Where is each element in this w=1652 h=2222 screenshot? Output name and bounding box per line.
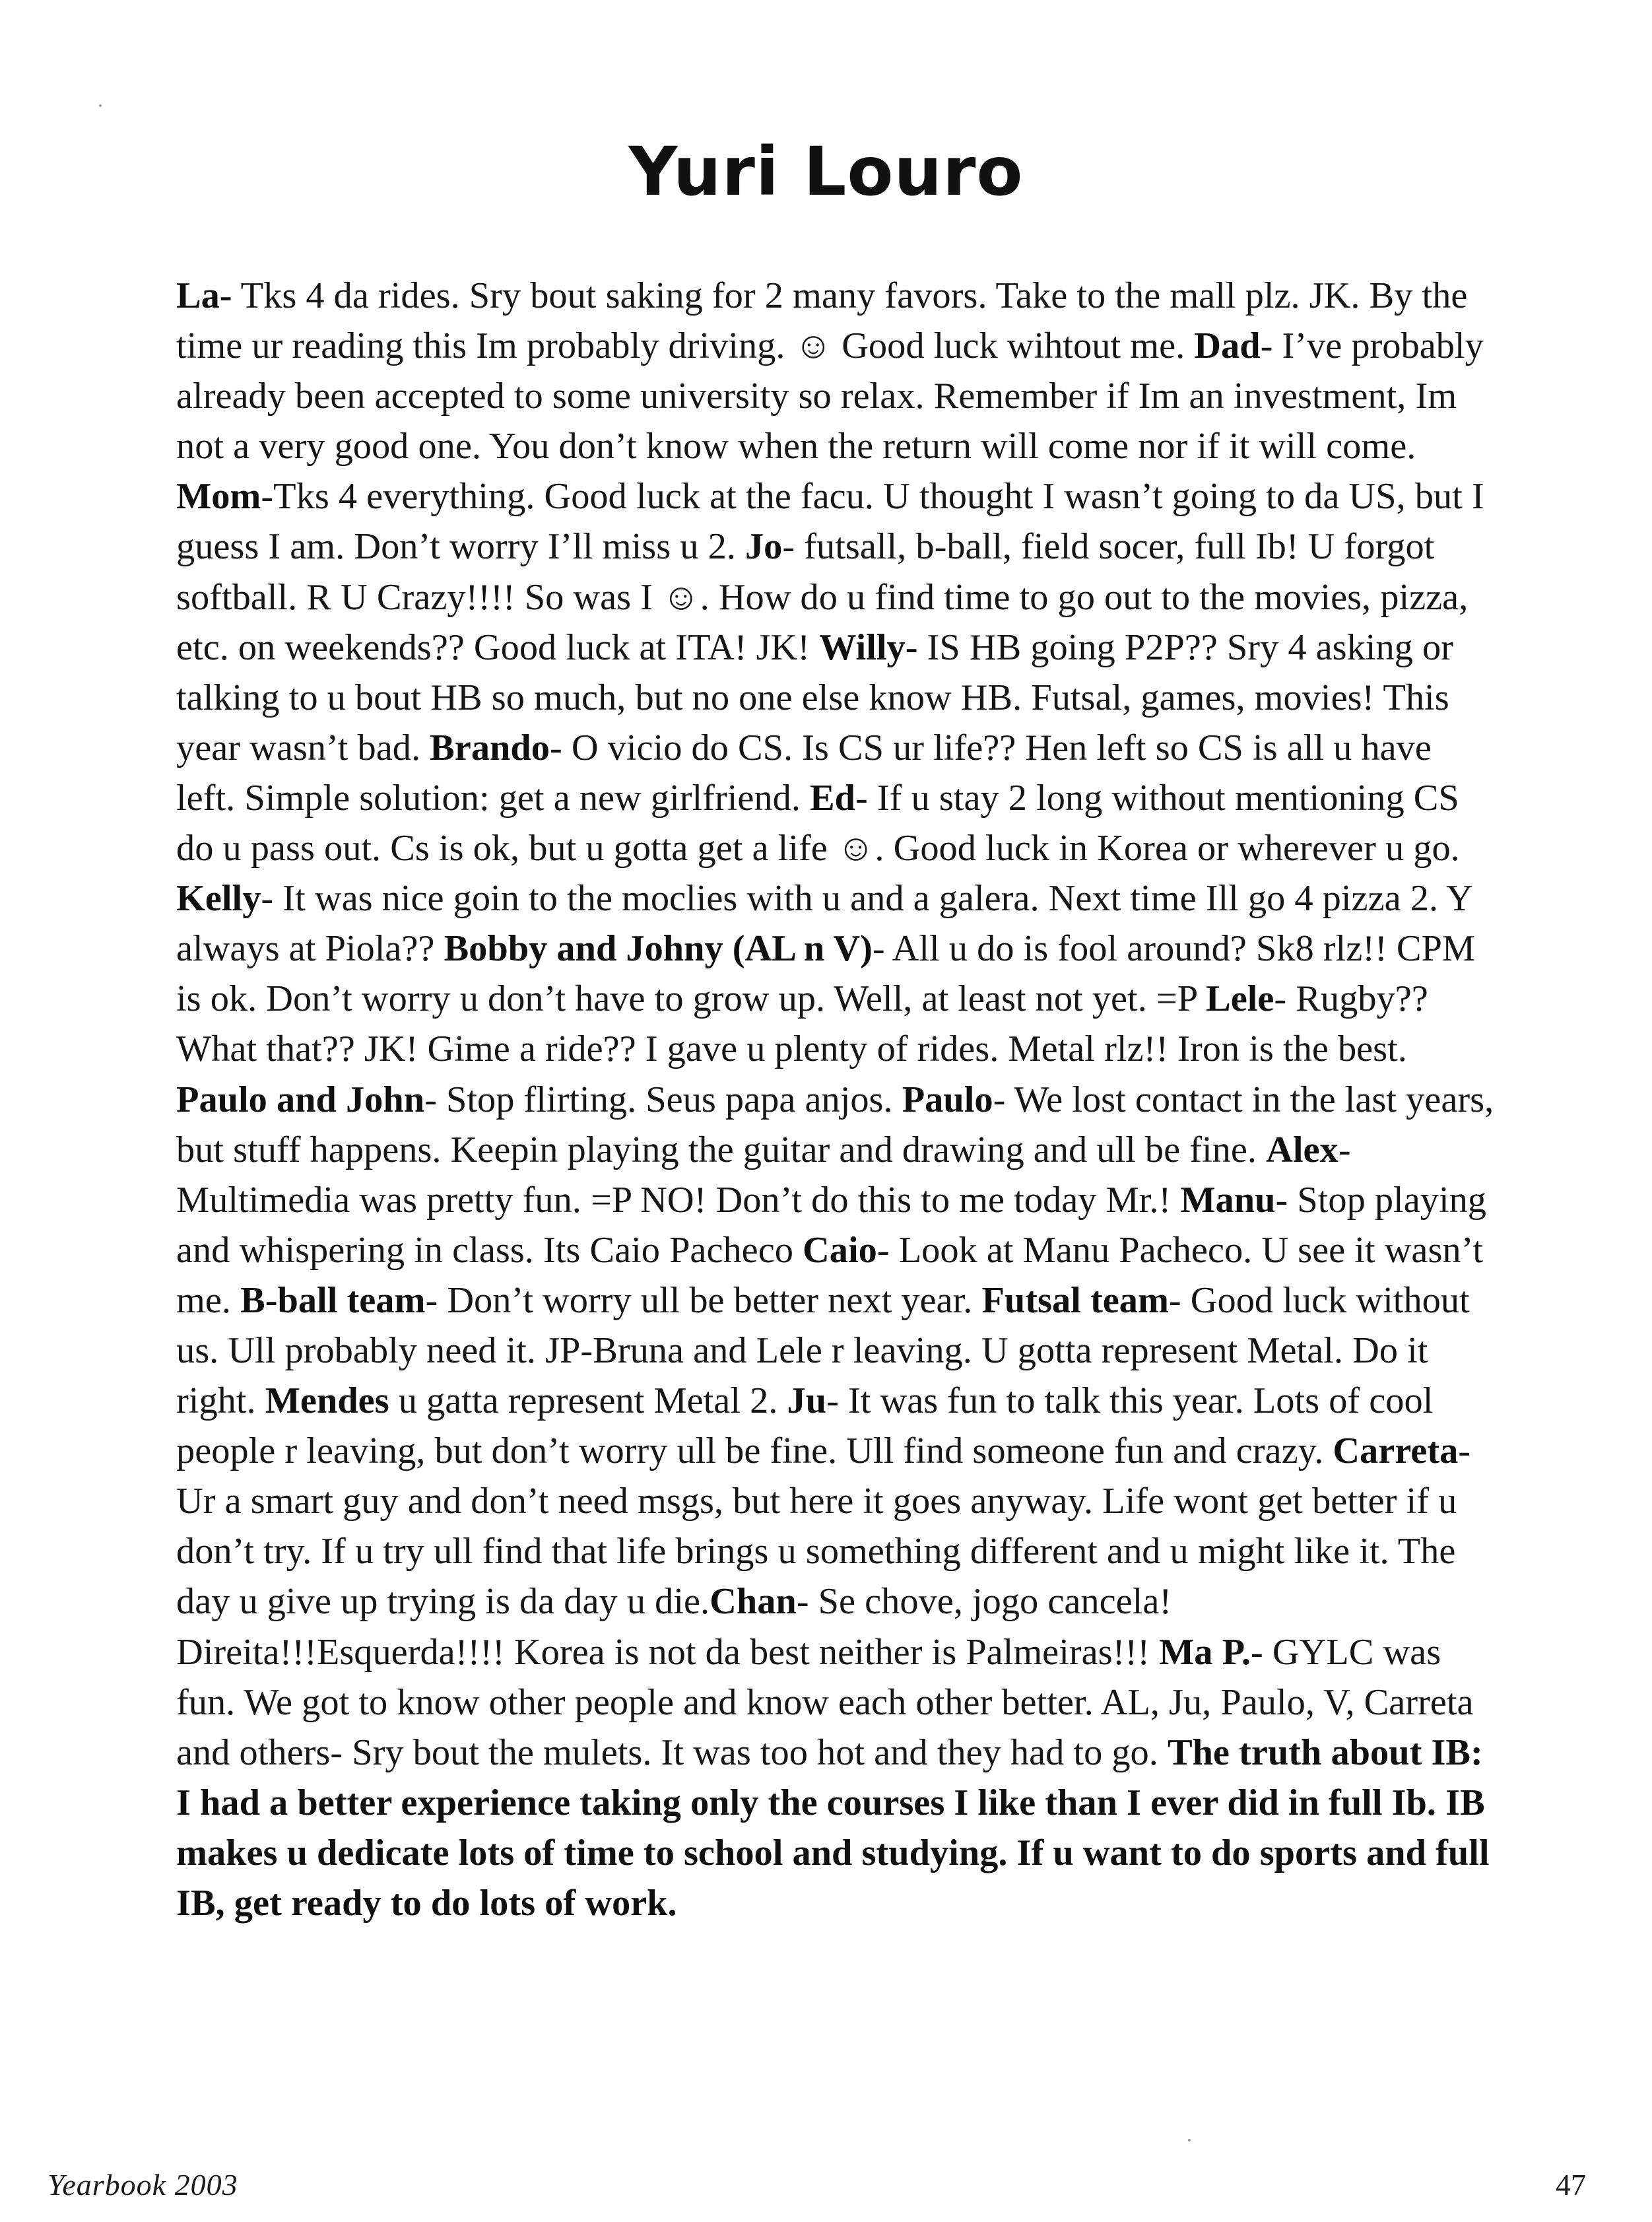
message-text: - GYLC was fun. We got to know other people and know each other better. AL, Ju, Paulo, V, Carreta and others- Sry bout the mulets. It was too hot and they had to go.	[176, 1631, 1474, 1773]
message-recipient: Lele	[1206, 978, 1274, 1020]
message-recipient: Manu	[1180, 1179, 1276, 1221]
message-text: - Ur a smart guy and don’t need msgs, but here it goes anyway. Life wont get better if u don’t try. If u try ull find that life brings u something different and u might like it. The day u give up trying is da day u die.	[176, 1431, 1471, 1623]
message-text: - If u stay 2 long without mentioning CS do u pass out. Cs is ok, but u gotta get a life ☺. Good luck in Korea or wherever u go.	[176, 777, 1460, 869]
message-text: - Se chove, jogo cancela! Direita!!!Esquerda!!!! Korea is not da best neither is Palmeiras!!!	[176, 1581, 1172, 1673]
message-text: - Look at Manu Pacheco. U see it wasn’t me.	[176, 1229, 1484, 1321]
message-recipient: Caio	[803, 1229, 877, 1271]
message-recipient: Mom	[176, 476, 261, 518]
message-recipient: Dad	[1194, 325, 1261, 367]
message-text: - Stop flirting. Seus papa anjos.	[424, 1079, 902, 1120]
message-recipient: Ju	[787, 1380, 827, 1422]
message-recipient: La-	[176, 275, 232, 316]
message-recipient: Willy-	[819, 626, 918, 668]
message-recipient: Bobby and Johny (AL n V)	[444, 928, 873, 970]
message-text: - All u do is fool around? Sk8 rlz!! CPM is ok. Don’t worry u don’t have to grow up. Well, at least not yet. =P	[176, 928, 1476, 1020]
message-recipient: Mendes	[265, 1380, 389, 1422]
message-text: - Multimedia was pretty fun. =P NO! Don’t do this to me today Mr.!	[176, 1129, 1351, 1221]
message-recipient: B-ball team	[240, 1279, 426, 1321]
message-text: - O vicio do CS. Is CS ur life?? Hen left so CS is all u have left. Simple solution: get a new girlfriend.	[176, 727, 1432, 819]
message-text: - It was nice goin to the moclies with u and a galera. Next time Ill go 4 pizza 2. Y always at Piola??	[176, 878, 1472, 970]
message-body	[176, 271, 1496, 1928]
message-recipient: Ma P.	[1159, 1631, 1251, 1673]
message-text: - Don’t worry ull be better next year.	[425, 1279, 982, 1321]
message-recipient: Ed	[810, 777, 856, 819]
message-recipient: Alex	[1266, 1129, 1338, 1170]
page-title: Yuri Louro	[628, 133, 1024, 211]
message-recipient: The truth about IB: I had a better experience taking only the courses I like than I ever did in full Ib. IB makes u dedicate lots of time to school and studying. If u want to do sports and full IB, get ready to do lots of work.	[176, 1732, 1490, 1924]
message-text: - It was fun to talk this year. Lots of cool people r leaving, but don’t worry ull be fine. Ull find someone fun and crazy.	[176, 1380, 1434, 1472]
footer-page-number: 47	[1556, 2168, 1586, 2202]
message-recipient: Brando	[430, 727, 550, 768]
message-recipient: Paulo and John	[176, 1079, 425, 1120]
message-text: - Rugby?? What that?? JK! Gime a ride?? I gave u plenty of rides. Metal rlz!! Iron is the best.	[176, 978, 1428, 1070]
message-text: IS HB going P2P?? Sry 4 asking or talking to u bout HB so much, but no one else know HB. Futsal, games, movies! This year wasn’t bad.	[176, 626, 1453, 768]
footer-publication: Yearbook 2003	[48, 2168, 238, 2202]
message-recipient: Futsal team	[981, 1279, 1169, 1321]
message-recipient: Carreta	[1333, 1431, 1459, 1472]
message-recipient: Kelly	[176, 878, 261, 920]
message-text: - We lost contact in the last years, but stuff happens. Keepin playing the guitar and drawing and ull be fine.	[176, 1079, 1494, 1170]
message-text: - I’ve probably already been accepted to some university so relax. Remember if Im an investment, Im not a very good one. You don’t know when the return will come nor if it will come.	[176, 325, 1484, 467]
message-recipient: Chan	[710, 1581, 797, 1623]
message-text: Tks 4 da rides. Sry bout saking for 2 many favors. Take to the mall plz. JK. By the time ur reading this Im probably driving. ☺ Good luck wihtout me.	[176, 275, 1468, 367]
message-text: u gatta represent Metal 2.	[389, 1380, 787, 1422]
message-text: - futsall, b-ball, field socer, full Ib! U forgot softball. R U Crazy!!!! So was I ☺. How do u find time to go out to the movies, pizza, etc. on weekends?? Good luck at ITA! JK!	[176, 526, 1469, 668]
message-recipient: Jo	[744, 526, 783, 568]
message-text: - Stop playing and whispering in class. Its Caio Pacheco	[176, 1179, 1487, 1271]
message-text: - Good luck without us. Ull probably need it. JP-Bruna and Lele r leaving. U gotta represent Metal. Do it right.	[176, 1279, 1470, 1422]
scan-speck	[99, 104, 102, 107]
message-recipient: Paulo	[902, 1079, 993, 1120]
scan-speck	[1188, 2139, 1191, 2141]
message-text: -Tks 4 everything. Good luck at the facu. U thought I wasn’t going to da US, but I guess I am. Don’t worry I’ll miss u 2.	[176, 476, 1484, 568]
